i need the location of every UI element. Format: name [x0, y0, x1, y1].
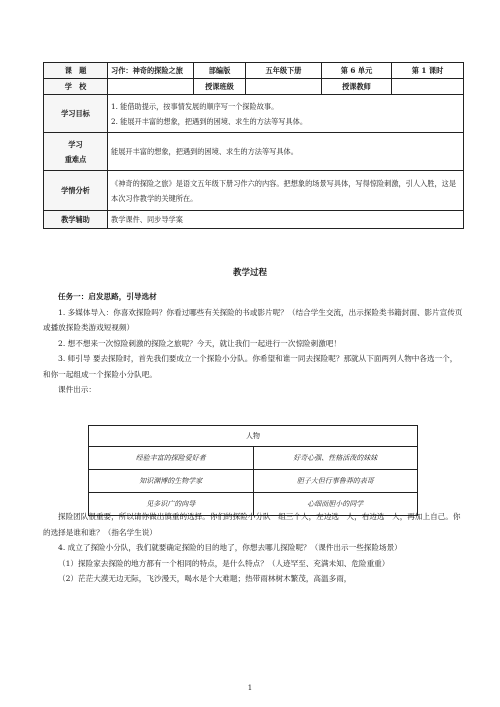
- key-points-label-bottom: 重难点: [64, 154, 87, 164]
- after-table-block: [43, 509, 463, 587]
- task1-title: 任务一：启发思路，引导选材: [58, 292, 157, 301]
- role-cell: 见多识广的向导: [89, 493, 254, 516]
- goal-item: 2. 能展开丰富的想象，把遇到的困境、求生的方法等写具体。: [111, 116, 308, 126]
- analysis-text: 《神奇的探险之旅》是语文五年级下册习作六的内容。把想象的场景写具体，写得惊险刺激，引人入胜，这是本次习作教学的关键所在。: [108, 171, 464, 211]
- lesson-info-table: [43, 62, 464, 229]
- key-points-text: 能展开丰富的想象，把遇到的困境、求生的方法等写具体。: [108, 133, 464, 171]
- aids-label: 教学辅助: [44, 211, 108, 229]
- paragraph: （1）探险家去探险的地方都有一个相同的特点，是什么特点？（人迹罕至、充满未知、危险重重）: [58, 558, 390, 568]
- page-number: 1: [247, 684, 253, 692]
- role-cell: 经验丰富的探险爱好者: [89, 447, 254, 470]
- aids-text: 教学课件、同步导学案: [108, 211, 464, 229]
- analysis-label: 学情分析: [44, 171, 108, 211]
- paragraph: 4. 成立了探险小分队，我们就要确定探险的目的地了，你想去哪儿探险呢？（课件出示一些探险场景）: [58, 543, 402, 552]
- teacher-value: [392, 79, 464, 95]
- info-row-topic: [44, 63, 464, 79]
- paragraph: 探险团队很重要，所以请你做出慎重的选择。你们的探险小分队一组三个人，左边选一人，右边选一人，再加上自己。你的选择是谁和谁？（指名学生说）: [43, 512, 461, 537]
- topic-label: 课 题: [44, 63, 108, 79]
- paragraph: 课件出示：: [58, 385, 96, 394]
- edition: 部编版: [194, 63, 246, 79]
- roles-header-row: [89, 426, 418, 447]
- role-cell: 知识渊博的生物学家: [89, 470, 254, 493]
- roles-row: [89, 447, 418, 470]
- task1-block: [43, 289, 463, 398]
- role-cell: 好奇心强、性格活泼的妹妹: [253, 447, 418, 470]
- info-row-school: [44, 79, 464, 95]
- info-row-analysis: [44, 171, 464, 211]
- paragraph: 2. 想不想来一次惊险刺激的探险之旅呢？今天，就让我们一起进行一次惊险刺激吧！: [58, 338, 342, 348]
- role-cell: 心细而胆小的同学: [253, 493, 418, 516]
- info-row-aids: [44, 211, 464, 229]
- key-points-label-top: 学习: [68, 139, 83, 149]
- topic-title: 习作：神奇的探险之旅: [108, 63, 194, 79]
- paragraph: 3. 师引导 要去探险时，首先我们要成立一个探险小分队。你希望和谁一同去探险呢？那就从下面两列人物中各选一个，和你一起组成一个探险小分队吧。: [43, 354, 458, 379]
- roles-row: [89, 470, 418, 493]
- grade: 五年级下册: [246, 63, 322, 79]
- info-row-goals: [44, 95, 464, 133]
- process-title: 教学过程: [232, 268, 267, 278]
- goal-item: 1. 能借助提示，按事情发展的顺序写一个探险故事。: [111, 101, 279, 111]
- school-label: 学 校: [44, 79, 108, 95]
- info-row-key-points: [44, 133, 464, 171]
- roles-header: 人物: [89, 426, 418, 447]
- role-cell: 胆子大但行事鲁莽的表哥: [253, 470, 418, 493]
- class-label: 授课班级: [194, 79, 246, 95]
- roles-table: [88, 425, 418, 516]
- period: 第 1 课时: [392, 63, 464, 79]
- goals-label: 学习目标: [44, 95, 108, 133]
- paragraph: 1. 多媒体导入：你喜欢探险吗？你看过哪些有关探险的书或影片呢？（结合学生交流，出示探险类书籍封面、影片宣传页或播放探险类游戏短视频）: [43, 307, 463, 332]
- key-points-label: [44, 133, 108, 171]
- class-value: [246, 79, 322, 95]
- school-value: [108, 79, 194, 95]
- paragraph: （2）茫茫大漠无边无际，飞沙漫天，喝水是个大难题；热带雨林树木繁茂，高温多雨，: [58, 574, 352, 583]
- unit: 第 6 单元: [322, 63, 392, 79]
- teacher-label: 授课教师: [322, 79, 392, 95]
- goals-content: [108, 95, 464, 133]
